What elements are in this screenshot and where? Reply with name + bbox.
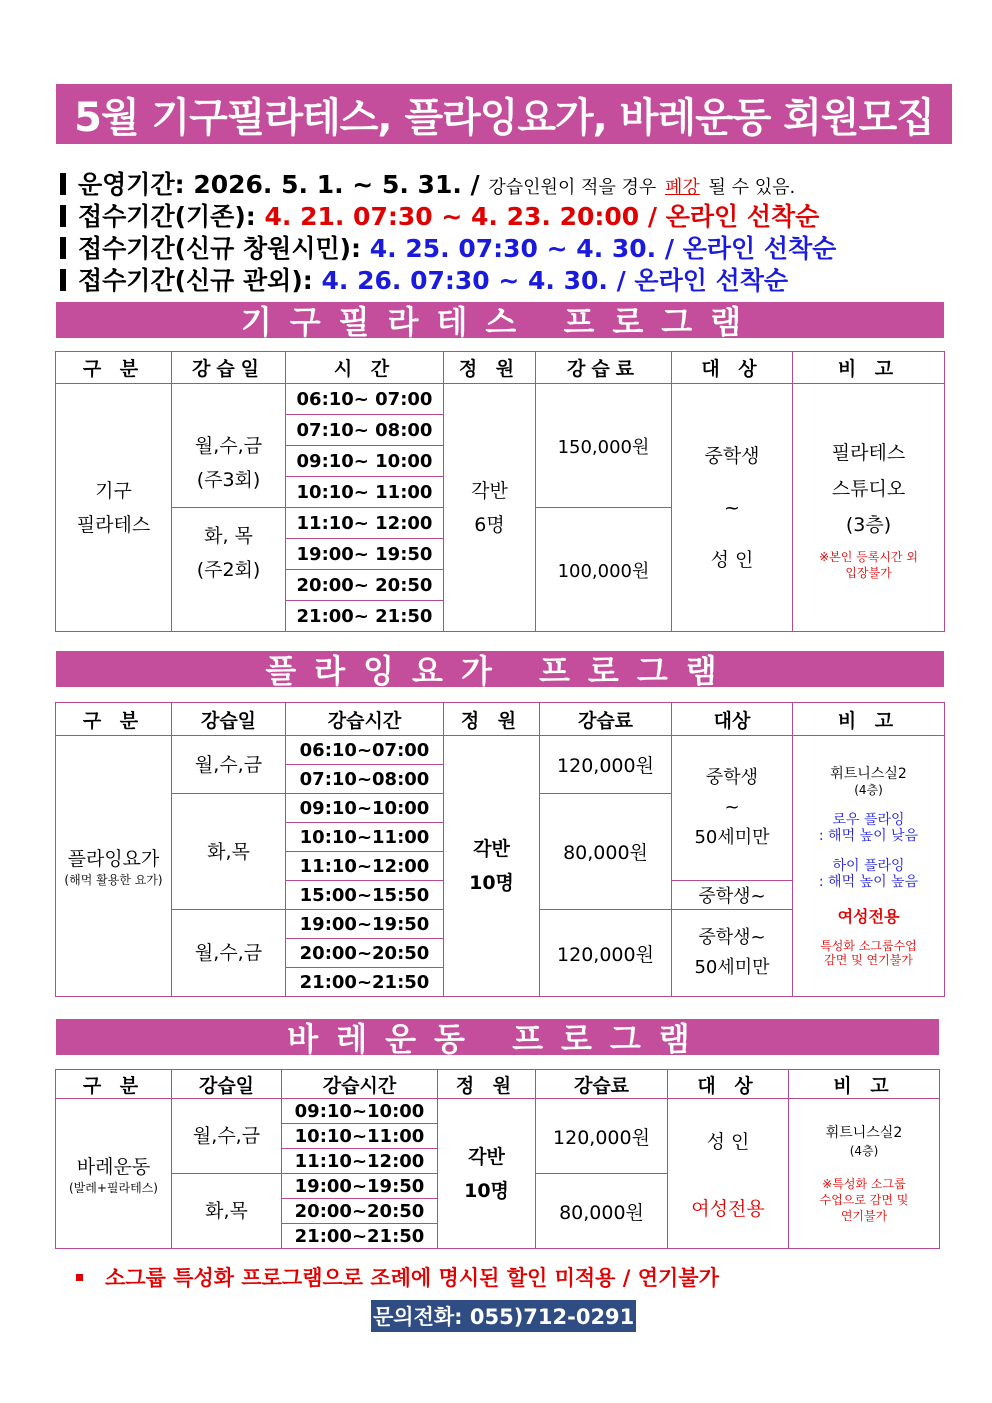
target-line: ~ bbox=[724, 496, 740, 519]
op-period: 2026. 5. 1. ~ 5. 31. / bbox=[193, 170, 480, 199]
note-cell bbox=[793, 384, 945, 632]
time-cell: 15:00~15:50 bbox=[286, 881, 444, 910]
days-cell: 월,수,금 bbox=[172, 910, 286, 997]
target-line: 성 인 bbox=[710, 548, 754, 571]
category-sub: (해먹 활용한 요가) bbox=[64, 873, 163, 887]
header-fee: 강습료 bbox=[540, 703, 672, 736]
reg-existing-period: 4. 21. 07:30 ~ 4. 23. 20:00 / 온라인 선착순 bbox=[264, 202, 820, 231]
header-fee: 강습료 bbox=[536, 1070, 668, 1099]
note-red-line: 입장불가 bbox=[845, 565, 892, 580]
capacity-cell bbox=[438, 1099, 536, 1249]
category-line: 기구 bbox=[95, 479, 132, 502]
bullet-square-icon bbox=[76, 1274, 83, 1281]
fee-cell: 120,000원 bbox=[536, 1099, 668, 1174]
note-cell bbox=[793, 736, 945, 997]
header-capacity: 정 원 bbox=[444, 703, 540, 736]
header-target: 대 상 bbox=[672, 352, 793, 384]
reg-new-city-period: 4. 25. 07:30 ~ 4. 30. / 온라인 선착순 bbox=[369, 234, 837, 263]
header-time: 강습시간 bbox=[286, 703, 444, 736]
bullet-bar bbox=[60, 269, 66, 291]
time-cell: 06:10~07:00 bbox=[286, 736, 444, 765]
header-capacity: 정 원 bbox=[444, 352, 536, 384]
reg-label: 접수기간(기존): bbox=[78, 202, 256, 231]
header-note: 비 고 bbox=[789, 1070, 940, 1099]
category-sub: (발레+필라테스) bbox=[69, 1180, 158, 1195]
note-red-line: 특성화 소그룹수업 bbox=[820, 938, 917, 953]
time-cell: 21:00~21:50 bbox=[286, 968, 444, 997]
header-note: 비 고 bbox=[793, 703, 945, 736]
time-cell: 09:10~10:00 bbox=[282, 1099, 438, 1124]
reg-label: 접수기간(신규 창원시민): bbox=[78, 234, 362, 263]
category-line: 필라테스 bbox=[76, 513, 151, 536]
time-cell: 20:00~20:50 bbox=[286, 939, 444, 968]
target-text: 성 인 bbox=[706, 1130, 750, 1153]
days-cell: 화,목 bbox=[172, 794, 286, 910]
note-high-line: 하이 플라잉 bbox=[832, 857, 905, 874]
days-text: 월,수,금 bbox=[194, 434, 263, 457]
capacity-line: 각반 bbox=[473, 838, 510, 860]
barre-band: 바레운동 프로그램 bbox=[56, 1019, 939, 1055]
header-fee: 강습료 bbox=[536, 352, 672, 384]
target-cell bbox=[668, 1099, 789, 1249]
note-women-only: 여성전용 bbox=[837, 906, 900, 926]
target-line: 중학생~ bbox=[698, 927, 766, 948]
days-cell: 화,목 bbox=[172, 1174, 282, 1249]
note-red-line: 수업으로 감면 및 bbox=[819, 1192, 909, 1207]
capacity-line: 10명 bbox=[464, 1179, 509, 1202]
registration-new-outside bbox=[60, 266, 788, 296]
op-label: 운영기간: bbox=[78, 170, 185, 199]
note-line: 스튜디오 bbox=[831, 477, 906, 500]
registration-existing bbox=[60, 202, 819, 232]
contact-phone: 문의전화: 055)712-0291 bbox=[371, 1300, 636, 1332]
days-text: 화, 목 bbox=[204, 524, 253, 547]
header-time: 시 간 bbox=[286, 352, 444, 384]
capacity-cell bbox=[444, 384, 536, 632]
days-sub: (주2회) bbox=[196, 558, 261, 581]
time-cell: 21:00~ 21:50 bbox=[286, 601, 444, 632]
capacity-line: 각반 bbox=[468, 1145, 505, 1168]
header-category: 구 분 bbox=[56, 703, 172, 736]
bullet-bar bbox=[60, 237, 66, 259]
note-red-line: 감면 및 연기불가 bbox=[824, 952, 913, 967]
note-line: (4층) bbox=[854, 782, 883, 797]
time-cell: 21:00~21:50 bbox=[282, 1224, 438, 1249]
fee-cell: 120,000원 bbox=[540, 910, 672, 997]
days-cell: 월,수,금 bbox=[172, 1099, 282, 1174]
category-cell bbox=[56, 384, 172, 632]
header-time: 강습시간 bbox=[282, 1070, 438, 1099]
header-category: 구 분 bbox=[56, 1070, 172, 1099]
operation-period bbox=[60, 170, 795, 203]
note-low-line: : 해먹 높이 낮음 bbox=[818, 827, 919, 844]
note-cell bbox=[789, 1099, 940, 1249]
days-cell: 월,수,금 bbox=[172, 736, 286, 794]
capacity-cell bbox=[444, 736, 540, 997]
note-line: (3층) bbox=[845, 513, 892, 536]
footer-notice-text: 소그룹 특성화 프로그램으로 조례에 명시된 할인 미적용 / 연기불가 bbox=[105, 1266, 719, 1290]
capacity-line: 6명 bbox=[474, 513, 505, 536]
op-note-cancel: 폐강 bbox=[665, 177, 700, 198]
days-cell bbox=[172, 384, 286, 508]
reg-label: 접수기간(신규 관외): bbox=[78, 266, 313, 295]
days-cell bbox=[172, 508, 286, 632]
op-note: 강습인원이 적을 경우 bbox=[488, 177, 657, 198]
header-target: 대 상 bbox=[668, 1070, 789, 1099]
target-cell bbox=[672, 736, 793, 881]
note-high-line: : 해먹 높이 높음 bbox=[818, 873, 919, 890]
capacity-line: 각반 bbox=[471, 479, 508, 502]
header-capacity: 정 원 bbox=[438, 1070, 536, 1099]
note-red-line: ※특성화 소그룹 bbox=[822, 1176, 906, 1191]
time-cell: 10:10~11:00 bbox=[282, 1124, 438, 1149]
time-cell: 09:10~ 10:00 bbox=[286, 446, 444, 477]
time-cell: 09:10~10:00 bbox=[286, 794, 444, 823]
pilates-band: 기구필라테스 프로그램 bbox=[56, 302, 944, 338]
registration-new-city bbox=[60, 234, 836, 264]
note-red-line: ※본인 등록시간 외 bbox=[819, 549, 918, 564]
barre-table bbox=[55, 1069, 940, 1249]
target-cell bbox=[672, 384, 793, 632]
pilates-table bbox=[55, 351, 945, 632]
footer-notice bbox=[76, 1262, 719, 1292]
time-cell: 07:10~08:00 bbox=[286, 765, 444, 794]
target-line: 중학생 bbox=[704, 444, 760, 467]
target-line: 50세미만 bbox=[694, 957, 770, 978]
note-line: (4층) bbox=[849, 1143, 879, 1158]
header-category: 구 분 bbox=[56, 352, 172, 384]
fee-cell: 80,000원 bbox=[540, 794, 672, 910]
bullet-bar bbox=[60, 205, 66, 227]
note-line: 휘트니스실2 bbox=[830, 765, 907, 782]
time-cell: 06:10~ 07:00 bbox=[286, 384, 444, 415]
target-line: 50세미만 bbox=[694, 827, 770, 848]
op-note-end: 될 수 있음. bbox=[708, 177, 796, 198]
time-cell: 11:10~12:00 bbox=[282, 1149, 438, 1174]
time-cell: 11:10~12:00 bbox=[286, 852, 444, 881]
capacity-line: 10명 bbox=[469, 872, 514, 894]
bullet-bar bbox=[60, 173, 66, 195]
fee-cell: 120,000원 bbox=[540, 736, 672, 794]
target-cell bbox=[672, 910, 793, 997]
reg-new-outside-period: 4. 26. 07:30 ~ 4. 30. / 온라인 선착순 bbox=[321, 266, 789, 295]
header-target: 대상 bbox=[672, 703, 793, 736]
time-cell: 07:10~ 08:00 bbox=[286, 415, 444, 446]
target-line: ~ bbox=[724, 797, 740, 818]
time-cell: 20:00~ 20:50 bbox=[286, 570, 444, 601]
time-cell: 20:00~20:50 bbox=[282, 1199, 438, 1224]
target-women-only: 여성전용 bbox=[691, 1197, 765, 1220]
header-note: 비 고 bbox=[793, 352, 945, 384]
time-cell: 11:10~ 12:00 bbox=[286, 508, 444, 539]
page-title: 5월 기구필라테스, 플라잉요가, 바레운동 회원모집 bbox=[56, 84, 952, 144]
fee-cell: 100,000원 bbox=[536, 508, 672, 632]
header-days: 강습일 bbox=[172, 352, 286, 384]
time-cell: 19:00~19:50 bbox=[282, 1174, 438, 1199]
category-name: 바레운동 bbox=[76, 1155, 151, 1178]
time-cell: 19:00~19:50 bbox=[286, 910, 444, 939]
days-sub: (주3회) bbox=[196, 468, 261, 491]
time-cell: 19:00~ 19:50 bbox=[286, 539, 444, 570]
target-line: 중학생 bbox=[705, 767, 759, 788]
target-cell: 중학생~ bbox=[672, 881, 793, 910]
flying-table bbox=[55, 702, 945, 997]
note-red-line: 연기불가 bbox=[840, 1208, 888, 1223]
note-line: 휘트니스실2 bbox=[825, 1124, 903, 1141]
time-cell: 10:10~ 11:00 bbox=[286, 477, 444, 508]
time-cell: 10:10~11:00 bbox=[286, 823, 444, 852]
flying-band: 플라잉요가 프로그램 bbox=[56, 651, 944, 687]
header-days: 강습일 bbox=[172, 703, 286, 736]
note-low-line: 로우 플라잉 bbox=[832, 811, 905, 828]
category-cell bbox=[56, 1099, 172, 1249]
category-cell bbox=[56, 736, 172, 997]
category-name: 플라잉요가 bbox=[67, 848, 160, 870]
header-days: 강습일 bbox=[172, 1070, 282, 1099]
fee-cell: 80,000원 bbox=[536, 1174, 668, 1249]
fee-cell: 150,000원 bbox=[536, 384, 672, 508]
note-line: 필라테스 bbox=[831, 441, 906, 464]
